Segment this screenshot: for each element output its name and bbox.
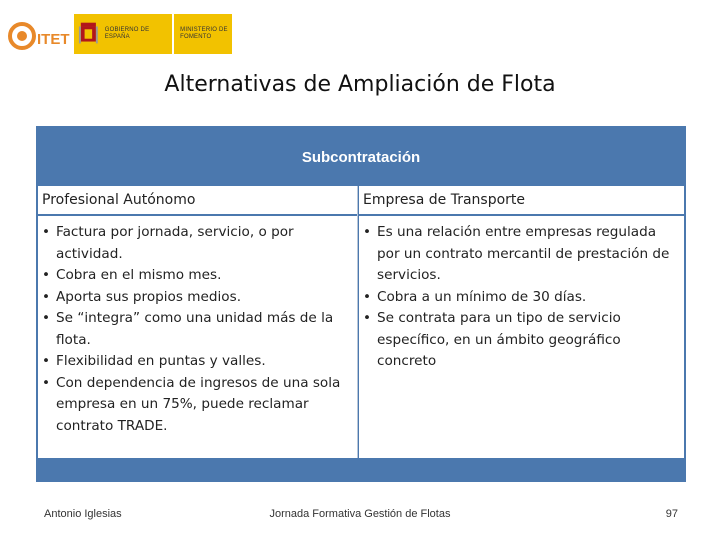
list-item: • Cobra a un mínimo de 30 días. — [363, 287, 680, 309]
list-item: • Es una relación entre empresas regulada por un contrato mercantil de prestación de servicios. — [363, 222, 680, 287]
government-logo — [74, 14, 232, 54]
panel-footer-band — [36, 458, 686, 482]
list-item: • Cobra en el mismo mes. — [42, 265, 353, 287]
list-item: • Factura por jornada, servicio, o por actividad. — [42, 222, 353, 265]
list-item: • Flexibilidad en puntas y valles. — [42, 351, 353, 373]
list-item: • Se “integra” como una unidad más de la flota. — [42, 308, 353, 351]
list-item: • Se contrata para un tipo de servicio específico, en un ámbito geográfico concreto — [363, 308, 680, 373]
autonomo-heading: Profesional Autónomo — [38, 186, 357, 216]
gov-spain-text: GOBIERNO DE ESPAÑA — [104, 27, 150, 40]
autonomo-column — [38, 186, 358, 458]
list-item: • Con dependencia de ingresos de una sola empresa en un 75%, puede reclamar contrato TRADE. — [42, 373, 353, 438]
comparison-panel — [36, 126, 686, 482]
ministry-text: MINISTERIO DE FOMENTO — [180, 27, 228, 40]
coat-of-arms-icon — [78, 20, 99, 48]
empresa-heading: Empresa de Transporte — [359, 186, 684, 216]
list-item: • Aporta sus propios medios. — [42, 287, 353, 309]
panel-header: Subcontratación — [301, 149, 421, 166]
autonomo-list — [38, 216, 357, 437]
footer-event: Jornada Formativa Gestión de Flotas — [269, 508, 451, 520]
svg-text:ITET: ITET — [37, 31, 70, 48]
slide-title: Alternativas de Ampliación de Flota — [164, 72, 556, 97]
page-number: 97 — [665, 508, 678, 520]
empresa-list — [359, 216, 684, 373]
empresa-column — [359, 186, 684, 458]
footer-author: Antonio Iglesias — [44, 508, 122, 520]
citet-logo — [8, 14, 70, 58]
